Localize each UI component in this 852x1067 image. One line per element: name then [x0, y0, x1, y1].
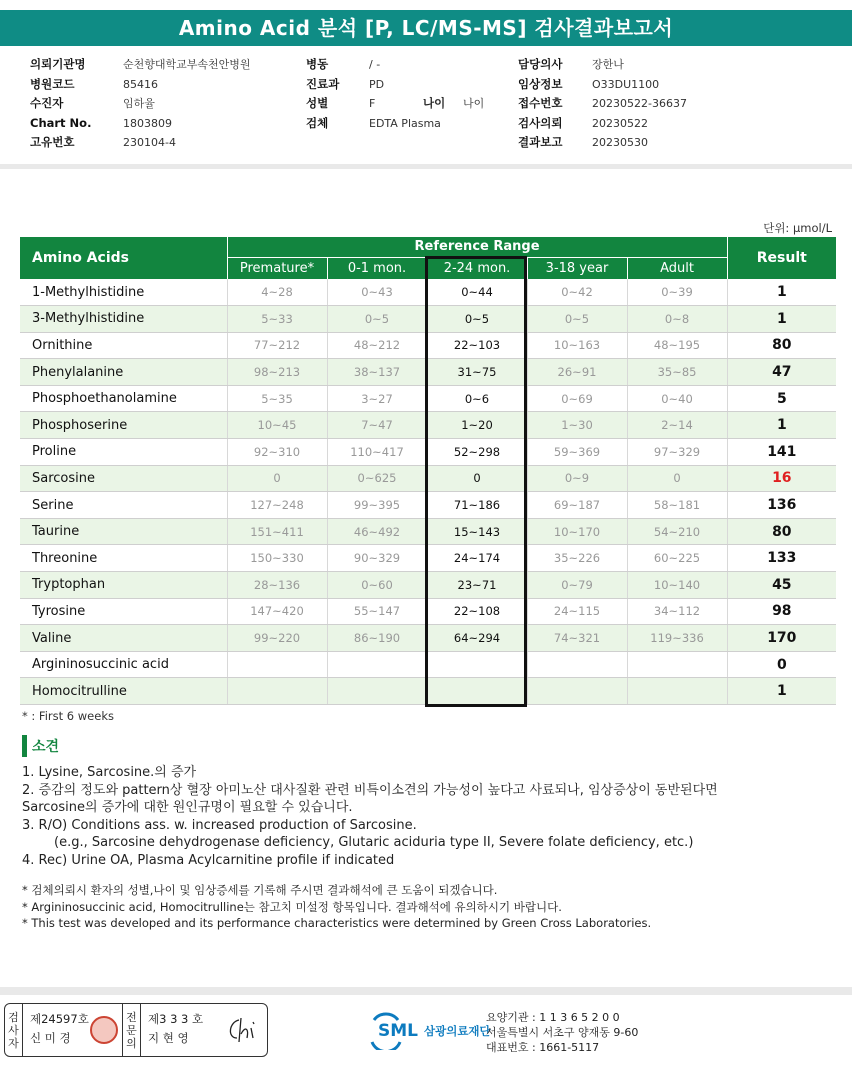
info-label: 검사의뢰 [518, 115, 563, 130]
range-col-header: 3-18 year [527, 257, 627, 279]
reference-range-cell: 0~5 [427, 306, 527, 333]
amino-acid-name: Taurine [20, 518, 227, 545]
reference-range-cell: 110~417 [327, 439, 427, 466]
info-label: 성별 [306, 96, 329, 110]
reference-range-cell: 0~625 [327, 465, 427, 492]
result-cell: 80 [727, 518, 836, 545]
findings-heading [22, 735, 59, 757]
reference-range-cell: 31~75 [427, 359, 527, 386]
info-label: 병원코드 [30, 76, 75, 91]
table-row [20, 572, 836, 599]
finding-line: (e.g., Sarcosine dehydrogenase deficiency, Glutaric aciduria type II, Severe folate deficiency, etc.) [54, 835, 694, 850]
amino-acid-name: Phosphoserine [20, 412, 227, 439]
lab-info-line: 요양기관 : 1 1 3 6 5 2 0 0 [486, 1011, 620, 1024]
reference-range-cell: 97~329 [627, 439, 727, 466]
info-label: 고유번호 [30, 135, 75, 149]
result-cell: 1 [727, 306, 836, 333]
amino-acids-header: Amino Acids [20, 237, 227, 279]
info-value: PD [369, 77, 385, 91]
info-value: / - [369, 58, 381, 71]
info-label: 담당의사 [518, 57, 563, 71]
finding-line: 2. 증감의 정도와 pattern상 혈장 아미노산 대사질환 관련 비특이소견의 가능성이 높다고 사료되나, 임상증상이 동반된다면 [22, 782, 718, 798]
range-col-header: Premature* [227, 257, 327, 279]
amino-acid-name: Homocitrulline [20, 678, 227, 705]
amino-acid-name: Phenylalanine [20, 359, 227, 386]
reference-range-cell: 59~369 [527, 439, 627, 466]
note-line: * 검체의뢰시 환자의 성별,나이 및 임상증세를 기록해 주시면 결과해석에 큰 도움이 되겠습니다. [22, 883, 498, 897]
table-row [20, 651, 836, 678]
table-row [20, 465, 836, 492]
reference-range-header: Reference Range [227, 237, 727, 257]
amino-acid-name: 1-Methylhistidine [20, 279, 227, 306]
result-cell: 170 [727, 625, 836, 652]
info-value: 임하율 [123, 97, 155, 110]
signature-box [4, 1003, 268, 1057]
table-row [20, 598, 836, 625]
amino-acid-name: Tryptophan [20, 572, 227, 599]
reference-range-cell: 28~136 [227, 572, 327, 599]
reference-range-cell: 10~170 [527, 518, 627, 545]
caption-char: 자 [8, 1036, 19, 1050]
amino-acid-name: Tyrosine [20, 598, 227, 625]
reference-range-cell: 10~140 [627, 572, 727, 599]
info-label: 병동 [306, 57, 329, 71]
amino-acid-name: Sarcosine [20, 465, 227, 492]
result-cell: 1 [727, 678, 836, 705]
reference-range-cell: 1~20 [427, 412, 527, 439]
reference-range-cell: 86~190 [327, 625, 427, 652]
age-label: 나이 [423, 96, 446, 110]
seal-stamp [90, 1016, 118, 1044]
patient-info-col3 [518, 55, 687, 153]
reference-range-cell [427, 678, 527, 705]
reference-range-cell: 3~27 [327, 385, 427, 412]
age-value: 나이 [463, 97, 485, 110]
findings-marker [22, 735, 27, 757]
info-label: 접수번호 [518, 96, 563, 110]
tester-number: 제24597호 [30, 1012, 89, 1026]
table-row [20, 306, 836, 333]
reference-range-cell: 46~492 [327, 518, 427, 545]
amino-acid-name: Argininosuccinic acid [20, 651, 227, 678]
caption-char: 사 [8, 1023, 19, 1037]
result-cell: 141 [727, 439, 836, 466]
reference-range-cell [627, 651, 727, 678]
reference-range-cell: 10~45 [227, 412, 327, 439]
reference-range-cell: 0~8 [627, 306, 727, 333]
table-row [20, 518, 836, 545]
reference-range-cell: 0~69 [527, 385, 627, 412]
reference-range-cell: 92~310 [227, 439, 327, 466]
info-value: 20230530 [592, 136, 648, 149]
result-cell: 136 [727, 492, 836, 519]
reference-range-cell: 26~91 [527, 359, 627, 386]
reference-range-cell: 5~35 [227, 385, 327, 412]
reference-range-cell: 24~115 [527, 598, 627, 625]
info-value: O33DU1100 [592, 77, 660, 91]
result-cell: 45 [727, 572, 836, 599]
info-label: 임상정보 [518, 76, 563, 91]
reference-range-cell: 1~30 [527, 412, 627, 439]
reference-range-cell: 0~79 [527, 572, 627, 599]
reference-range-cell: 60~225 [627, 545, 727, 572]
result-cell: 0 [727, 651, 836, 678]
result-header: Result [727, 237, 836, 279]
info-value: 장한나 [592, 58, 624, 71]
info-value: 1803809 [123, 116, 172, 130]
info-value: 230104-4 [123, 136, 176, 149]
reference-range-cell: 7~47 [327, 412, 427, 439]
result-cell: 80 [727, 332, 836, 359]
amino-acid-name: 3-Methylhistidine [20, 306, 227, 333]
findings-text [22, 764, 718, 869]
reference-range-cell: 150~330 [227, 545, 327, 572]
table-row [20, 625, 836, 652]
patient-info-col1 [30, 55, 251, 153]
reference-range-cell: 0~9 [527, 465, 627, 492]
reference-range-cell: 64~294 [427, 625, 527, 652]
range-col-header: 2-24 mon. [427, 257, 527, 279]
reference-range-cell: 22~103 [427, 332, 527, 359]
reference-range-cell: 23~71 [427, 572, 527, 599]
note-line: * This test was developed and its performance characteristics were determined by Green Cross Laboratories. [22, 916, 652, 930]
expert-cell [141, 1004, 267, 1056]
reference-range-cell [627, 678, 727, 705]
reference-range-cell: 52~298 [427, 439, 527, 466]
table-row [20, 385, 836, 412]
info-label: Chart No. [30, 115, 92, 130]
reference-range-cell: 98~213 [227, 359, 327, 386]
reference-range-cell [327, 678, 427, 705]
info-label: 결과보고 [518, 135, 563, 149]
reference-range-cell: 4~28 [227, 279, 327, 306]
finding-line: 3. R/O) Conditions ass. w. increased production of Sarcosine. [22, 817, 417, 833]
info-label: 의뢰기관명 [30, 57, 86, 71]
reference-range-cell: 0~40 [627, 385, 727, 412]
table-row [20, 678, 836, 705]
reference-range-cell: 15~143 [427, 518, 527, 545]
reference-range-cell: 0~39 [627, 279, 727, 306]
note-line: * Argininosuccinic acid, Homocitrulline는 참고치 미설정 항목입니다. 결과해석에 유의하시기 바랍니다. [22, 899, 562, 914]
reference-range-cell: 0~43 [327, 279, 427, 306]
handwritten-signature [223, 1012, 261, 1048]
amino-acid-name: Serine [20, 492, 227, 519]
expert-name: 지 현 영 [148, 1031, 189, 1045]
report-title: Amino Acid 분석 [P, LC/MS-MS] 검사결과보고서 [0, 10, 852, 46]
reference-range-cell: 69~187 [527, 492, 627, 519]
tester-name: 신 미 경 [30, 1031, 71, 1045]
result-cell: 133 [727, 545, 836, 572]
info-value: EDTA Plasma [369, 116, 441, 130]
tester-cell [23, 1004, 123, 1056]
reference-range-cell: 35~85 [627, 359, 727, 386]
amino-acid-name: Threonine [20, 545, 227, 572]
reference-range-cell: 71~186 [427, 492, 527, 519]
reference-range-cell: 99~220 [227, 625, 327, 652]
footer-divider [0, 987, 852, 995]
reference-range-cell [327, 651, 427, 678]
report-notes [22, 882, 651, 932]
reference-range-cell: 147~420 [227, 598, 327, 625]
finding-line: 4. Rec) Urine OA, Plasma Acylcarnitine profile if indicated [22, 852, 395, 868]
caption-char: 문 [126, 1023, 137, 1037]
lab-info [486, 1010, 638, 1055]
range-col-header: Adult [627, 257, 727, 279]
findings-title: 소견 [32, 739, 60, 755]
amino-acid-name: Proline [20, 439, 227, 466]
premature-note: * : First 6 weeks [22, 709, 114, 723]
reference-range-cell [527, 651, 627, 678]
reference-range-cell: 38~137 [327, 359, 427, 386]
range-col-header: 0-1 mon. [327, 257, 427, 279]
patient-info-col2 [306, 55, 511, 133]
reference-range-cell: 2~14 [627, 412, 727, 439]
table-row [20, 545, 836, 572]
table-row [20, 359, 836, 386]
table-body [20, 279, 836, 705]
info-value: 20230522 [592, 116, 648, 130]
reference-range-cell [227, 651, 327, 678]
amino-acid-name: Phosphoethanolamine [20, 385, 227, 412]
expert-number: 제3 3 3 호 [148, 1012, 204, 1026]
reference-range-cell: 48~212 [327, 332, 427, 359]
reference-range-cell: 90~329 [327, 545, 427, 572]
reference-range-cell: 0~60 [327, 572, 427, 599]
reference-range-cell: 119~336 [627, 625, 727, 652]
reference-range-cell [527, 678, 627, 705]
finding-line: Sarcosine의 증가에 대한 원인규명이 필요할 수 있습니다. [22, 800, 353, 815]
reference-range-cell: 0~42 [527, 279, 627, 306]
reference-range-cell: 0~44 [427, 279, 527, 306]
info-label: 수진자 [30, 96, 64, 110]
tester-caption [5, 1004, 23, 1056]
reference-range-cell: 151~411 [227, 518, 327, 545]
reference-range-cell: 58~181 [627, 492, 727, 519]
reference-range-cell: 5~33 [227, 306, 327, 333]
table-row [20, 439, 836, 466]
amino-acid-name: Valine [20, 625, 227, 652]
reference-range-cell: 0~5 [527, 306, 627, 333]
table-row [20, 332, 836, 359]
result-cell: 47 [727, 359, 836, 386]
caption-char: 의 [126, 1036, 137, 1050]
info-value: 85416 [123, 77, 158, 91]
info-label: 검체 [306, 115, 329, 130]
reference-range-cell [427, 651, 527, 678]
reference-range-cell: 10~163 [527, 332, 627, 359]
lab-logo [366, 1012, 491, 1050]
result-cell: 1 [727, 279, 836, 306]
expert-caption [123, 1004, 141, 1056]
reference-range-cell: 99~395 [327, 492, 427, 519]
section-divider [0, 164, 852, 169]
caption-char: 전 [126, 1010, 137, 1024]
amino-acid-table [20, 237, 836, 705]
unit-label: 단위: μmol/L [763, 221, 832, 235]
amino-acid-name: Ornithine [20, 332, 227, 359]
reference-range-cell: 35~226 [527, 545, 627, 572]
table-row [20, 279, 836, 306]
result-cell: 16 [727, 465, 836, 492]
caption-char: 검 [8, 1010, 19, 1024]
result-cell: 98 [727, 598, 836, 625]
result-cell: 1 [727, 412, 836, 439]
reference-range-cell: 55~147 [327, 598, 427, 625]
info-label: 진료과 [306, 76, 340, 91]
reference-range-cell: 0 [627, 465, 727, 492]
reference-range-cell: 0 [227, 465, 327, 492]
reference-range-cell: 22~108 [427, 598, 527, 625]
reference-range-cell: 0 [427, 465, 527, 492]
reference-range-cell: 74~321 [527, 625, 627, 652]
lab-info-line: 서울특별시 서초구 양재동 9-60 [486, 1026, 639, 1039]
info-value: 순천향대학교부속천안병원 [123, 58, 251, 71]
table-row [20, 492, 836, 519]
reference-range-cell [227, 678, 327, 705]
logo-name: 삼광의료재단 [424, 1024, 491, 1038]
reference-range-cell: 54~210 [627, 518, 727, 545]
reference-range-cell: 127~248 [227, 492, 327, 519]
reference-range-cell: 0~6 [427, 385, 527, 412]
lab-info-line: 대표번호 : 1661-5117 [486, 1041, 600, 1054]
reference-range-cell: 0~5 [327, 306, 427, 333]
reference-range-cell: 24~174 [427, 545, 527, 572]
result-cell: 5 [727, 385, 836, 412]
finding-line: 1. Lysine, Sarcosine.의 증가 [22, 765, 197, 780]
reference-range-cell: 48~195 [627, 332, 727, 359]
info-value: 20230522-36637 [592, 97, 687, 110]
info-value: F [369, 97, 376, 110]
reference-range-cell: 77~212 [227, 332, 327, 359]
logo-text: SML [378, 1021, 418, 1041]
table-row [20, 412, 836, 439]
reference-range-cell: 34~112 [627, 598, 727, 625]
